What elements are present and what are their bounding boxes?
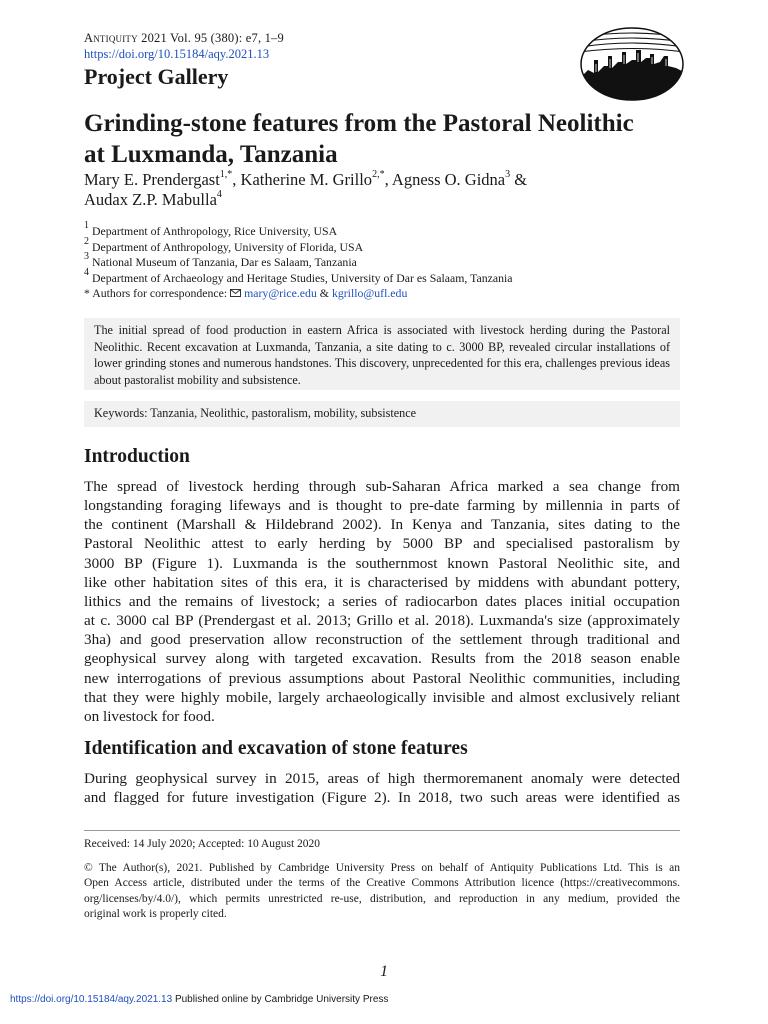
author-name: Agness O. Gidna (391, 170, 506, 189)
author-name: Katherine M. Grillo (240, 170, 373, 189)
footer-publication-line (10, 994, 388, 1005)
affiliation-number: 4 (84, 266, 89, 278)
text-line: the continent (Marshall & Hildebrand 2002). In Kenya and Tanzania, sites dating to the (84, 516, 680, 534)
text-line: lithics and the remains of livestock; a series of radiocarbon dates places initial occupation (84, 592, 680, 610)
author-separator: , (384, 170, 392, 189)
identification-body (84, 769, 680, 807)
text-line: The spread of livestock herding through sub-Saharan Africa marked a sea change from (84, 478, 680, 495)
correspondence-label: * Authors for correspondence: (84, 286, 228, 300)
section-heading-introduction: Introduction (84, 446, 190, 467)
journal-volume: 2021 Vol. 95 (380): e7, 1–9 (141, 31, 284, 45)
affiliation-number: 1 (84, 220, 89, 232)
email-separator: & (319, 286, 329, 300)
author-affiliation-mark: 4 (216, 188, 222, 200)
author-list (84, 170, 684, 210)
affiliation-item (84, 235, 684, 256)
affiliation-item (84, 220, 684, 240)
author-separator: , (232, 170, 241, 189)
license-line: org/licenses/by/4.0/), which permits unrestricted re-use, distribution, and reproduction in any medium, provided the (84, 892, 680, 905)
affiliation-text: Department of Anthropology, Rice University, USA (91, 224, 338, 238)
journal-name: Antiquity (84, 31, 138, 45)
author-name: Audax Z.P. Mabulla (84, 190, 217, 209)
text-line: and flagged for future investigation (Figure 2). In 2018, two such areas were identified as (84, 789, 680, 807)
page-number: 1 (380, 963, 388, 980)
title-line: at Luxmanda, Tanzania (84, 141, 338, 168)
text-line: During geophysical survey in 2015, areas of high thermoremanent anomaly were detected (84, 770, 680, 787)
affiliation-text: Department of Anthropology, University of Florida, USA (91, 239, 364, 254)
author-name: Mary E. Prendergast (84, 170, 220, 189)
antiquity-landscape-logo (580, 26, 684, 102)
section-label: Project Gallery (84, 64, 229, 89)
text-line: new interrogations of previous assumptions about Pastoral Neolithic communities, including (84, 669, 680, 687)
published-online-text: Published online by Cambridge University Press (174, 994, 389, 1005)
text-line: that they were highly mobile, largely archaeologically invisible and almost exclusively reliant (84, 688, 680, 706)
abstract-text: The initial spread of food production in eastern Africa is associated with livestock herding during the Pastoral Neolithic. Recent excavation at Luxmanda, Tanzania, a site dating to c. 3000 BP, revealed circular installations of lower grinding stones and numerous handstones. This discovery, unprecedented for this era, challenges previous ideas about pastoralist mobility and subsistence. (94, 323, 670, 387)
footer-doi-link[interactable]: https://doi.org/10.15184/aqy.2021.13 (10, 994, 173, 1005)
title-line: Grinding-stone features from the Pastoral Neolithic (84, 110, 634, 137)
license-line: original work is properly cited. (84, 908, 227, 921)
author-affiliation-mark: 1,* (219, 168, 233, 180)
journal-citation (84, 31, 284, 46)
license-line: Open Access article, distributed under the terms of the Creative Commons Attribution licence (https://creativecommons. (84, 877, 680, 890)
abstract-box (84, 318, 680, 390)
affiliation-item (84, 251, 684, 271)
received-dates: Received: 14 July 2020; Accepted: 10 August 2020 (84, 838, 321, 850)
text-line: 3ha) and good preservation allow reconstruction of the settlement through traditional and (84, 631, 680, 649)
envelope-icon (230, 289, 241, 297)
author-line (84, 170, 684, 190)
license-text (84, 861, 680, 923)
author-affiliation-mark: 3 (505, 168, 511, 180)
correspondence (84, 286, 684, 302)
text-line: Pastoral Neolithic attest to early herding by 5000 BP and specialised pastoralism by (84, 535, 680, 553)
author-affiliation-mark: 2,* (372, 168, 385, 180)
affiliation-number: 3 (84, 251, 89, 263)
text-line: like other habitation sites of this era, it is characterised by middens with abundant pottery, (84, 573, 680, 591)
author-separator: & (510, 170, 528, 189)
email-link[interactable]: mary@rice.edu (244, 286, 317, 300)
keywords-text: Keywords: Tanzania, Neolithic, pastoralism, mobility, subsistence (94, 406, 417, 420)
keywords-box (84, 401, 680, 427)
affiliation-item (84, 266, 684, 287)
article-title (84, 108, 684, 170)
text-line: geophysical survey along with targeted excavation. Results from the 2018 season enable (84, 650, 680, 668)
introduction-body (84, 477, 680, 726)
doi-link[interactable]: https://doi.org/10.15184/aqy.2021.13 (84, 47, 270, 61)
section-heading-identification: Identification and excavation of stone features (84, 738, 468, 759)
text-line: 3000 BP (Figure 1). Luxmanda is the southernmost known Pastoral Neolithic site, and (84, 554, 680, 572)
affiliation-text: National Museum of Tanzania, Dar es Salaam, Tanzania (91, 255, 357, 269)
author-line (84, 190, 684, 210)
affiliation-text: Department of Archaeology and Heritage Studies, University of Dar es Salaam, Tanzania (91, 270, 513, 285)
license-line: © The Author(s), 2021. Published by Cambridge University Press on behalf of Antiquity Publications Ltd. This is an (84, 862, 680, 874)
text-line: on livestock for food. (84, 707, 215, 725)
text-line: longstanding foraging lifeways and is thought to pre-date farming by millennia in parts of (84, 497, 680, 515)
footer-divider (84, 830, 680, 831)
affiliation-number: 2 (84, 235, 89, 247)
affiliation-list (84, 220, 684, 302)
text-line: at c. 3000 cal BP (Prendergast et al. 2013; Grillo et al. 2018). Luxmanda's size (approximately (84, 612, 680, 630)
email-link[interactable]: kgrillo@ufl.edu (331, 286, 408, 300)
